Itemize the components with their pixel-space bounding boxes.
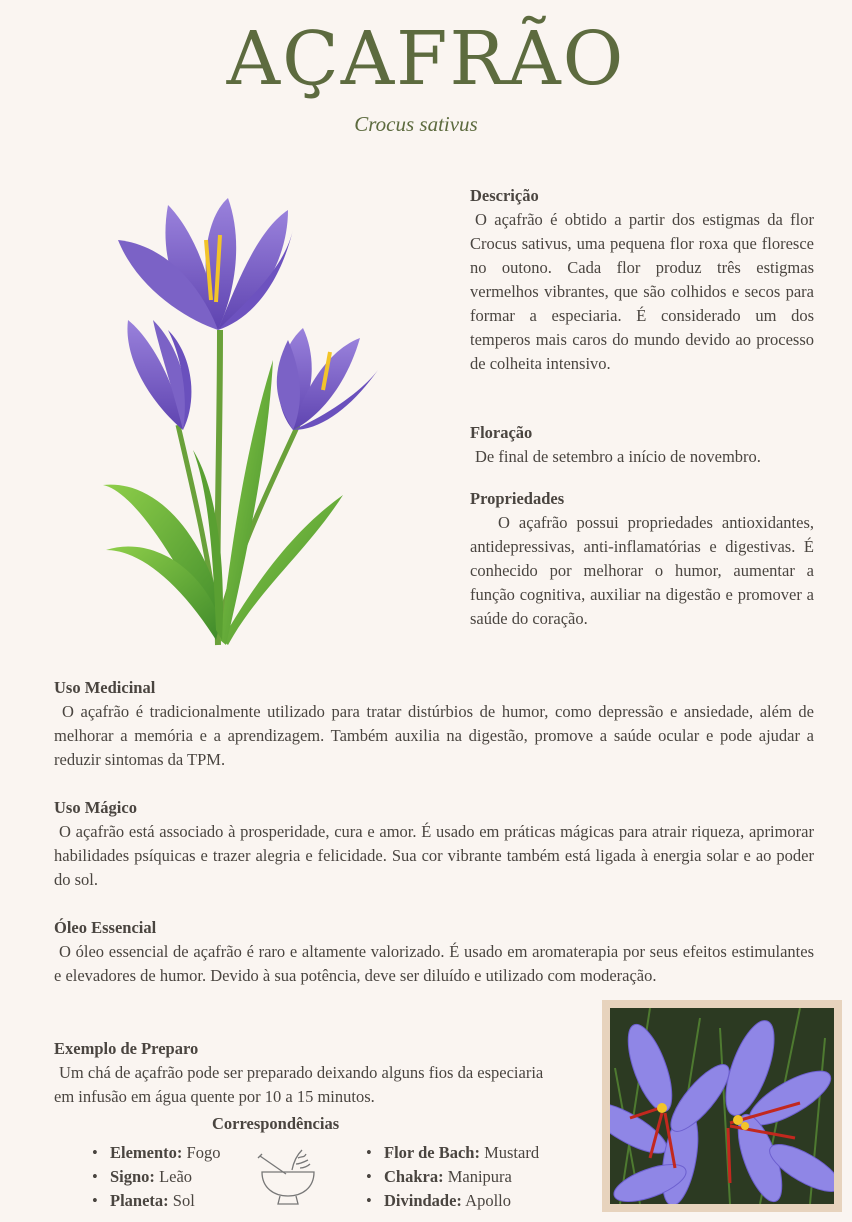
oleo-essencial-section: [54, 918, 814, 988]
correspondencias-heading: Correspondências: [212, 1114, 340, 1133]
propriedades-text: O açafrão possui propriedades antioxidantes, antidepressivas, anti-inflamatórias e digestivas. É conhecido por melhorar o humor, aumentar a função cognitiva, auxiliar na digestão e promover a saúde do coração.: [470, 513, 814, 628]
floracao-section: [470, 423, 814, 469]
list-item: • Signo: Leão: [92, 1165, 220, 1189]
uso-medicinal-section: [54, 678, 814, 772]
uso-medicinal-text: O açafrão é tradicionalmente utilizado para tratar distúrbios de humor, como depressão e ansiedade, além de melhorar a memória e a aprendizagem. Também auxilia na digestão, promove a saúde ocular e pode ajudar a reduzir sintomas da TPM.: [54, 702, 814, 769]
descricao-text: O açafrão é obtido a partir dos estigmas da flor Crocus sativus, uma pequena flor roxa que floresce no outono. Cada flor produz três estigmas vermelhos vibrantes, que são colhidos e secos para formar a especiaria. É considerado um dos temperos mais caros do mundo devido ao processo de colheita intensivo.: [470, 210, 814, 373]
correspondencias-right-list: [366, 1141, 539, 1213]
mortar-pestle-icon: [256, 1146, 320, 1210]
uso-magico-heading: Uso Mágico: [54, 798, 137, 817]
descricao-section: [470, 186, 814, 376]
exemplo-preparo-section: [54, 1039, 554, 1109]
list-item: • Planeta: Sol: [92, 1189, 220, 1213]
exemplo-preparo-text: Um chá de açafrão pode ser preparado deixando alguns fios da especiaria em infusão em água quente por 10 a 15 minutos.: [54, 1063, 544, 1106]
list-item: • Flor de Bach: Mustard: [366, 1141, 539, 1165]
scientific-name: Crocus sativus: [354, 112, 478, 136]
exemplo-preparo-heading: Exemplo de Preparo: [54, 1039, 199, 1058]
saffron-crocus-photo: [610, 1008, 834, 1204]
page-title: AÇAFRÃO: [226, 16, 626, 102]
saffron-photo-frame: [602, 1000, 842, 1212]
crocus-flower-illustration: [98, 190, 388, 650]
list-item: • Divindade: Apollo: [366, 1189, 539, 1213]
uso-magico-section: [54, 798, 814, 892]
oleo-essencial-text: O óleo essencial de açafrão é raro e altamente valorizado. É usado em aromaterapia por seus efeitos estimulantes e elevadores de humor. Devido à sua potência, deve ser diluído e utilizado com moderação.: [54, 942, 814, 985]
uso-magico-text: O açafrão está associado à prosperidade, cura e amor. É usado em práticas mágicas para atrair riqueza, aprimorar habilidades psíquicas e trazer alegria e felicidade. Sua cor vibrante também está ligada à energia solar e ao poder do sol.: [54, 822, 814, 889]
list-item: • Chakra: Manipura: [366, 1165, 539, 1189]
list-item: • Elemento: Fogo: [92, 1141, 220, 1165]
propriedades-section: [470, 489, 814, 631]
floracao-heading: Floração: [470, 423, 533, 442]
floracao-text: De final de setembro a início de novembro.: [475, 447, 761, 466]
uso-medicinal-heading: Uso Medicinal: [54, 678, 156, 697]
correspondencias-left-list: [92, 1141, 220, 1213]
oleo-essencial-heading: Óleo Essencial: [54, 918, 157, 937]
descricao-heading: Descrição: [470, 186, 539, 205]
propriedades-heading: Propriedades: [470, 489, 565, 508]
